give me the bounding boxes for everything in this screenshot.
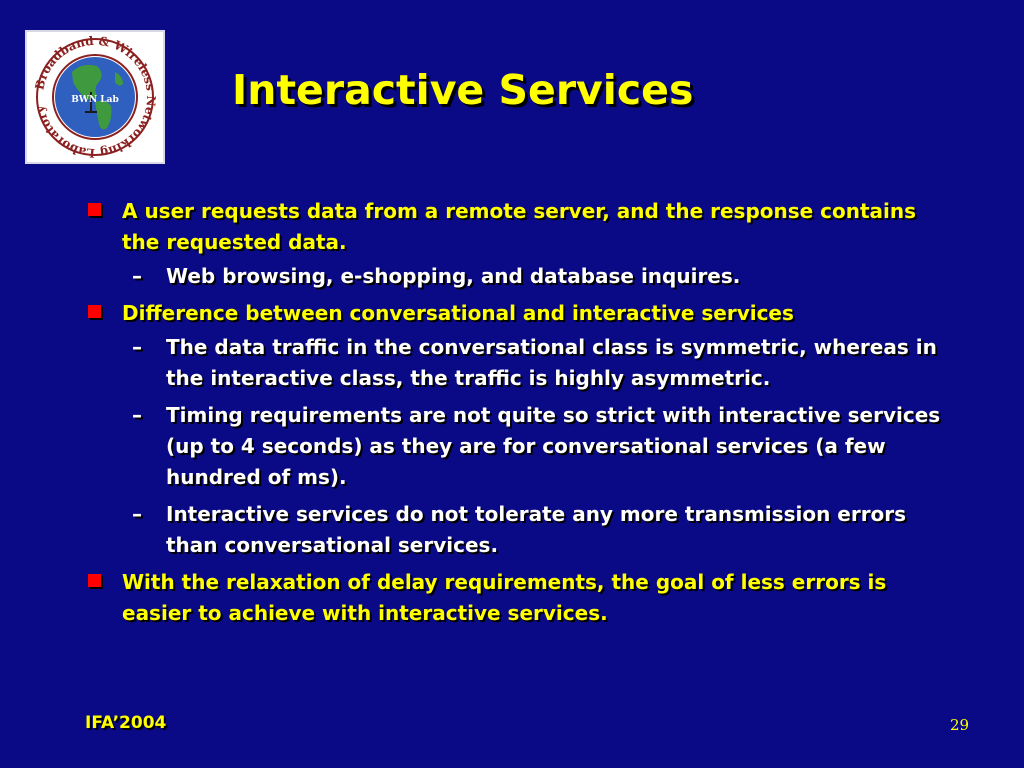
- red-square-bullet-icon: [88, 203, 101, 216]
- footer-conference-label: IFA’2004: [85, 713, 167, 733]
- bullet-text: A user requests data from a remote server, and the response contains the requested data.: [122, 199, 917, 254]
- bullet-item: [88, 298, 958, 329]
- bullet-item: [88, 567, 958, 629]
- bullet-list: [88, 196, 958, 632]
- sub-bullet-item: [88, 499, 958, 561]
- bullet-text: With the relaxation of delay requirements, the goal of less errors is easier to achieve with interactive services.: [122, 570, 887, 625]
- bullet-item: [88, 196, 958, 258]
- dash-bullet-icon: –: [132, 502, 142, 526]
- sub-bullet-item: [88, 332, 958, 394]
- logo-inner-text: BWN Lab: [71, 95, 119, 105]
- red-square-bullet-icon: [88, 574, 101, 587]
- bwn-lab-logo-graphic: [27, 32, 163, 162]
- sub-bullet-item: [88, 261, 958, 292]
- page-number: 29: [950, 716, 970, 734]
- dash-bullet-icon: –: [132, 403, 142, 427]
- sub-bullet-item: [88, 400, 958, 493]
- bwn-lab-logo: [25, 30, 165, 164]
- dash-bullet-icon: –: [132, 264, 142, 288]
- sub-bullet-text: Interactive services do not tolerate any more transmission errors than conversational services.: [166, 502, 907, 557]
- sub-bullet-text: The data traffic in the conversational class is symmetric, whereas in the interactive class, the traffic is highly asymmetric.: [166, 335, 937, 390]
- bullet-text: Difference between conversational and interactive services: [122, 301, 794, 325]
- dash-bullet-icon: –: [132, 335, 142, 359]
- sub-bullet-text: Web browsing, e-shopping, and database inquires.: [166, 264, 741, 288]
- slide-title: Interactive Services: [232, 66, 694, 114]
- sub-bullet-text: Timing requirements are not quite so strict with interactive services (up to 4 seconds) as they are for conversational services (a few hundred of ms).: [166, 403, 941, 489]
- logo-arc-text: Broadband & Wireless Networking Laboratory: [32, 33, 159, 161]
- red-square-bullet-icon: [88, 305, 101, 318]
